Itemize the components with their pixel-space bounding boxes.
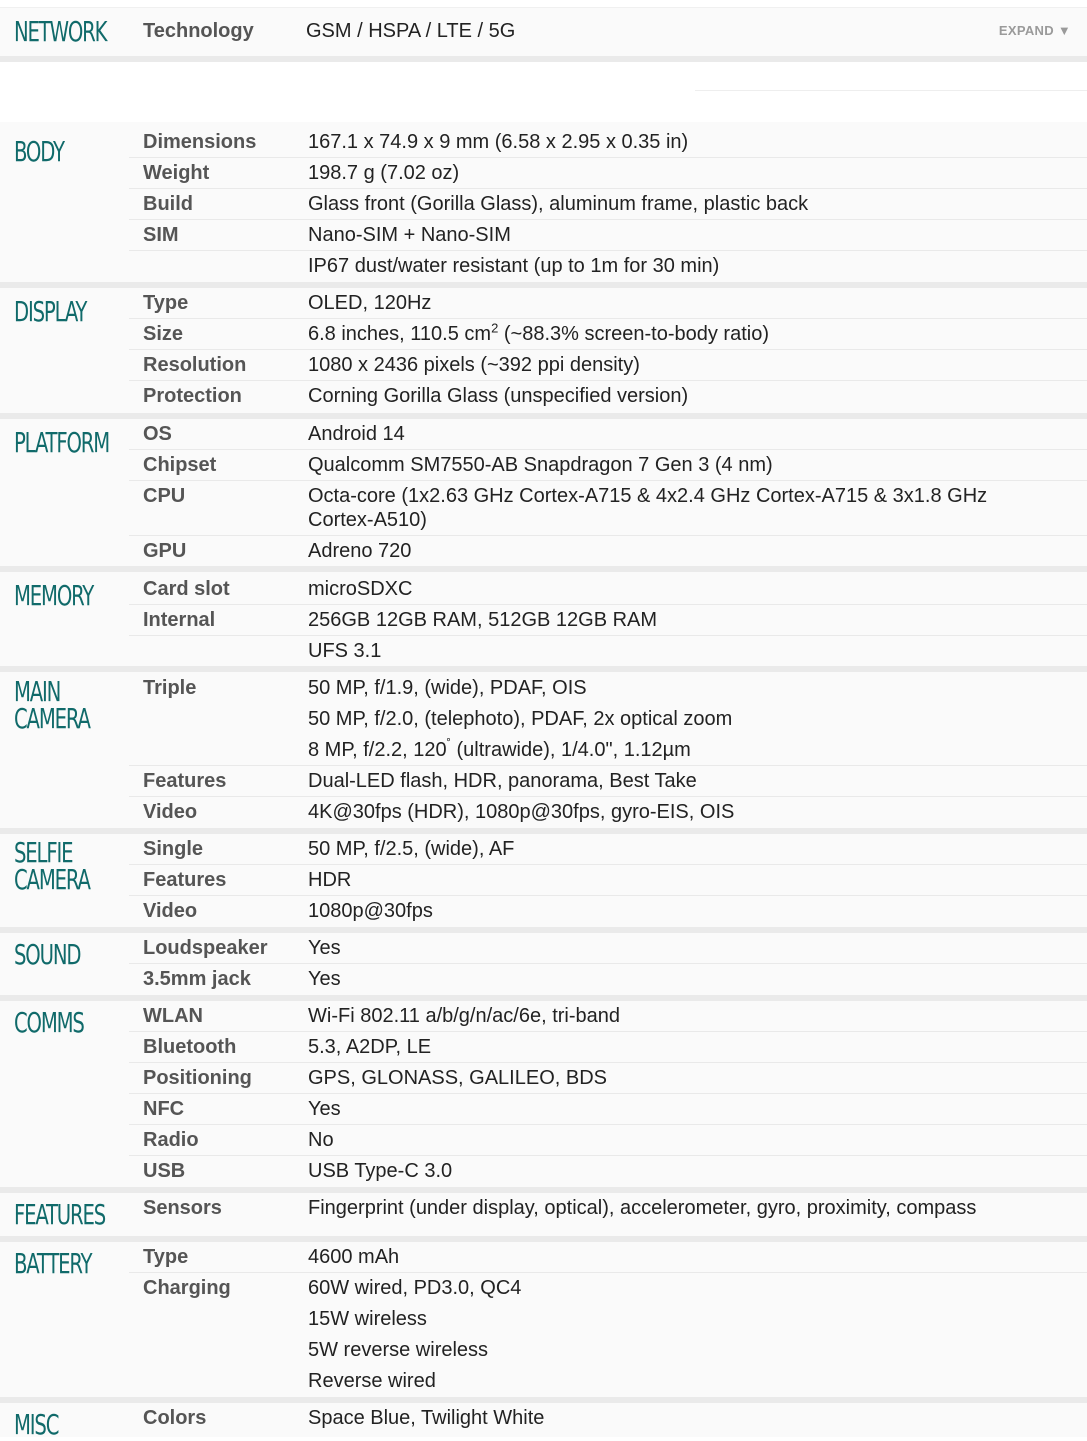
section-battery [0, 1242, 1087, 1403]
spec-value: 5W reverse wireless [308, 1339, 489, 1361]
spec-value: Corning Gorilla Glass (unspecified version) [308, 385, 689, 407]
spec-row-triple [129, 673, 1087, 704]
spec-row-loudspeaker [129, 933, 1087, 964]
spec-label: SIM [143, 224, 179, 246]
spec-row-positioning [129, 1063, 1087, 1094]
spec-value: Qualcomm SM7550-AB Snapdragon 7 Gen 3 (4 nm) [308, 454, 773, 476]
spec-label: Charging [143, 1277, 231, 1299]
spec-value: Fingerprint (under display, optical), accelerometer, gyro, proximity, compass [308, 1197, 977, 1219]
spec-label: Video [143, 900, 198, 922]
spec-label: Protection [143, 385, 242, 407]
spec-value: Android 14 [308, 423, 405, 445]
section-features [0, 1193, 1087, 1242]
spec-row-triple-3 [129, 735, 1087, 766]
spec-value: Reverse wired [308, 1370, 436, 1392]
section-title-main-camera: MAIN CAMERA [14, 675, 90, 735]
spec-value: microSDXC [308, 578, 413, 600]
spec-value: 4K@30fps (HDR), 1080p@30fps, gyro-EIS, OIS [308, 801, 735, 823]
spec-label: Weight [143, 162, 210, 184]
spec-value: Octa-core (1x2.63 GHz Cortex-A715 & 4x2.4 GHz Cortex-A715 & 3x1.8 GHz Cortex-A510) [308, 485, 988, 531]
top-border [0, 0, 1087, 8]
section-title-platform: PLATFORM [14, 426, 110, 459]
spec-label: Type [143, 1246, 189, 1268]
spec-label: Technology [143, 20, 254, 42]
section-sound [0, 933, 1087, 1001]
spec-row-radio [129, 1125, 1087, 1156]
spec-row-os [129, 419, 1087, 450]
spec-label: Radio [143, 1129, 199, 1151]
spec-label: USB [143, 1160, 186, 1182]
spec-row-technology [129, 8, 1087, 56]
section-comms [0, 1001, 1087, 1193]
spec-row-weight [129, 158, 1087, 189]
spec-row-battery-type [129, 1242, 1087, 1273]
spec-value: 50 MP, f/1.9, (wide), PDAF, OIS [308, 677, 587, 699]
section-misc [0, 1403, 1087, 1441]
spec-value: 1080 x 2436 pixels (~392 ppi density) [308, 354, 640, 376]
spec-value: UFS 3.1 [308, 640, 382, 662]
ad-placeholder [0, 62, 1087, 120]
spec-value: GSM / HSPA / LTE / 5G [306, 20, 516, 42]
spec-label: GPU [143, 540, 187, 562]
spec-label: OS [143, 423, 172, 445]
spec-value: Nano-SIM + Nano-SIM [308, 224, 511, 246]
section-title-network: NETWORK [14, 15, 107, 48]
section-display [0, 288, 1087, 419]
spec-label: Loudspeaker [143, 937, 268, 959]
spec-row-sim-extra [129, 251, 1087, 282]
spec-value: 198.7 g (7.02 oz) [308, 162, 460, 184]
section-memory [0, 572, 1087, 672]
spec-label: Sensors [143, 1197, 222, 1219]
section-title-comms: COMMS [14, 1006, 84, 1039]
spec-value: Yes [308, 968, 341, 990]
section-title-memory: MEMORY [14, 579, 94, 612]
section-selfie-camera [0, 834, 1087, 933]
spec-label: Resolution [143, 354, 247, 376]
spec-row-display-type [129, 288, 1087, 319]
spec-label: Single [143, 838, 204, 860]
section-network [0, 8, 1087, 62]
spec-label: Colors [143, 1407, 207, 1429]
section-title-body: BODY [14, 135, 64, 168]
spec-value: Wi-Fi 802.11 a/b/g/n/ac/6e, tri-band [308, 1005, 621, 1027]
spec-value: 60W wired, PD3.0, QC4 [308, 1277, 522, 1299]
spec-row-internal-extra [129, 636, 1087, 667]
spec-value: 15W wireless [308, 1308, 427, 1330]
section-title-features: FEATURES [14, 1198, 106, 1231]
spec-value: No [308, 1129, 334, 1151]
spec-row-bluetooth [129, 1032, 1087, 1063]
spec-value: 50 MP, f/2.5, (wide), AF [308, 838, 515, 860]
spec-row-display-size [129, 319, 1087, 350]
section-title-selfie-camera: SELFIE CAMERA [14, 836, 90, 896]
section-platform [0, 419, 1087, 572]
spec-label: Type [143, 292, 189, 314]
spec-row-dimensions [129, 127, 1087, 158]
spec-label: Card slot [143, 578, 230, 600]
spec-value: USB Type-C 3.0 [308, 1160, 453, 1182]
section-title-misc: MISC [14, 1408, 59, 1441]
spec-value: Adreno 720 [308, 540, 412, 562]
spec-row-usb [129, 1156, 1087, 1187]
spec-value: IP67 dust/water resistant (up to 1m for 30 min) [308, 255, 720, 277]
spec-label: 3.5mm jack [143, 968, 251, 990]
spec-label: Video [143, 801, 198, 823]
spec-label: Features [143, 770, 227, 792]
spec-row-internal [129, 605, 1087, 636]
spec-value: Yes [308, 1098, 341, 1120]
spec-label: Internal [143, 609, 216, 631]
spec-row-main-features [129, 766, 1087, 797]
spec-row-wlan [129, 1001, 1087, 1032]
spec-row-gpu [129, 536, 1087, 567]
spec-label: CPU [143, 485, 186, 507]
spec-label: Features [143, 869, 227, 891]
spec-value: Yes [308, 937, 341, 959]
spec-label: Build [143, 193, 193, 215]
spec-row-nfc [129, 1094, 1087, 1125]
spec-row-sensors [129, 1193, 1087, 1236]
spec-row-selfie-features [129, 865, 1087, 896]
spec-value: 4600 mAh [308, 1246, 400, 1268]
spec-row-resolution [129, 350, 1087, 381]
spec-value: 256GB 12GB RAM, 512GB 12GB RAM [308, 609, 658, 631]
spec-row-protection [129, 381, 1087, 412]
spec-label: Triple [143, 677, 197, 699]
spec-value: GPS, GLONASS, GALILEO, BDS [308, 1067, 607, 1089]
spec-label: Positioning [143, 1067, 252, 1089]
spec-label: Bluetooth [143, 1036, 237, 1058]
spec-value: Space Blue, Twilight White [308, 1407, 545, 1429]
spec-row-colors [129, 1403, 1087, 1434]
spec-label: Dimensions [143, 131, 257, 153]
spec-row-selfie-video [129, 896, 1087, 927]
spec-value: 50 MP, f/2.0, (telephoto), PDAF, 2x optical zoom [308, 708, 733, 730]
section-title-display: DISPLAY [14, 295, 87, 328]
spec-row-jack [129, 964, 1087, 995]
spec-row-build [129, 189, 1087, 220]
section-main-camera [0, 672, 1087, 834]
spec-label: NFC [143, 1098, 185, 1120]
spec-value: Dual-LED flash, HDR, panorama, Best Take [308, 770, 697, 792]
spec-value: 6.8 inches, 110.5 $cm^2$ (~88.3% screen-to-body ratio) [308, 320, 769, 345]
spec-label: Chipset [143, 454, 217, 476]
spec-row-triple-2 [129, 704, 1087, 735]
section-body [0, 122, 1087, 288]
spec-row-charging [129, 1273, 1087, 1304]
spec-value: Glass front (Gorilla Glass), aluminum frame, plastic back [308, 193, 809, 215]
spec-row-sim [129, 220, 1087, 251]
spec-value: OLED, 120Hz [308, 292, 432, 314]
spec-row-chipset [129, 450, 1087, 481]
spec-row-single [129, 834, 1087, 865]
section-title-battery: BATTERY [14, 1247, 92, 1280]
section-title-sound: SOUND [14, 938, 81, 971]
spec-value: 1080p@30fps [308, 900, 433, 922]
spec-value: 8 MP, f/2.2, 120˚ (ultrawide), 1/4.0", 1.12µm [308, 736, 691, 761]
spec-label: WLAN [143, 1005, 203, 1027]
spec-label: Size [143, 323, 184, 345]
expand-button[interactable]: EXPAND ▼ [998, 23, 1071, 38]
spec-value: HDR [308, 869, 352, 891]
spec-row-charging-2 [129, 1304, 1087, 1335]
spec-value: 167.1 x 74.9 x 9 mm (6.58 x 2.95 x 0.35 in) [308, 131, 689, 153]
spec-row-cpu [129, 481, 1087, 536]
spec-value: 5.3, A2DP, LE [308, 1036, 432, 1058]
spec-row-charging-3 [129, 1335, 1087, 1366]
spec-row-charging-4 [129, 1366, 1087, 1397]
spec-row-card-slot [129, 574, 1087, 605]
spec-row-main-video [129, 797, 1087, 828]
